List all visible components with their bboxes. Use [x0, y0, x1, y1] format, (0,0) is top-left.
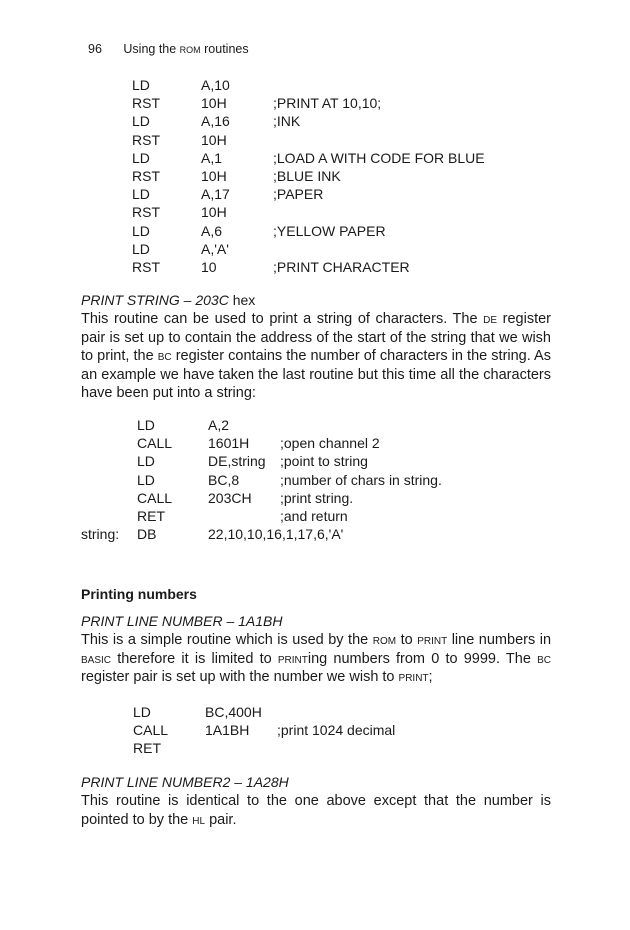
- code-comment: ;and return: [280, 507, 348, 524]
- code-op: RST: [132, 95, 160, 112]
- code-comment: ;INK: [273, 113, 301, 130]
- print-string-paragraph: This routine can be used to print a string of characters. The de register pair is set up to contain the address of the start of the string that we wish to print, the bc register contains the number of characters in the string. As an example we have taken the last routine but this time all the characters have been put into a string:: [81, 311, 551, 401]
- code-line: [132, 203, 552, 221]
- code-label: string:: [81, 526, 120, 543]
- print-string-heading: PRINT STRING – 203C hex: [81, 292, 256, 308]
- code-op: LD: [132, 240, 150, 257]
- code-comment: ;LOAD A WITH CODE FOR BLUE: [273, 149, 485, 166]
- code-arg: BC,8: [208, 471, 240, 488]
- code-op: CALL: [133, 722, 169, 739]
- code-arg: 22,10,10,16,1,17,6,'A': [208, 526, 344, 543]
- page-number: 96: [88, 42, 102, 56]
- code-line: [132, 131, 552, 149]
- code-arg: 10: [201, 258, 217, 275]
- code-comment: ;open channel 2: [280, 435, 380, 452]
- code-op: RST: [132, 131, 160, 148]
- code-line: [81, 525, 561, 543]
- code-op: LD: [137, 417, 155, 433]
- code-op: CALL: [137, 435, 173, 452]
- code-arg: 10H: [201, 131, 227, 148]
- code-arg: 10H: [201, 204, 227, 221]
- code-line: [81, 507, 561, 525]
- code-op: LD: [132, 186, 150, 203]
- code-line: [133, 739, 533, 757]
- code-arg: A,16: [201, 113, 230, 130]
- code-listing-2: [81, 416, 561, 543]
- code-arg: A,6: [201, 222, 223, 239]
- code-arg: A,10: [201, 77, 230, 93]
- code-op: LD: [132, 113, 150, 130]
- code-op: DB: [137, 526, 157, 543]
- code-line: [132, 240, 552, 258]
- code-op: RET: [133, 740, 161, 757]
- code-line: [132, 167, 552, 185]
- code-line: [81, 416, 561, 434]
- code-comment: ;PAPER: [273, 186, 324, 203]
- code-op: LD: [132, 149, 150, 166]
- code-listing-1: [132, 76, 552, 276]
- code-comment: ;print 1024 decimal: [277, 722, 396, 739]
- code-op: LD: [132, 222, 150, 239]
- code-line: [132, 185, 552, 203]
- code-comment: ;PRINT AT 10,10;: [273, 95, 382, 112]
- code-op: CALL: [137, 489, 173, 506]
- code-arg: 10H: [201, 95, 227, 112]
- code-arg: 1A1BH: [205, 722, 250, 739]
- printing-numbers-heading: Printing numbers: [81, 586, 197, 602]
- code-op: RST: [132, 167, 160, 184]
- code-arg: DE,string: [208, 453, 266, 470]
- print-line-number-heading: PRINT LINE NUMBER – 1A1BH: [81, 613, 283, 629]
- code-line: [132, 222, 552, 240]
- code-arg: A,2: [208, 417, 230, 433]
- code-line: [132, 112, 552, 130]
- code-arg: 203CH: [208, 489, 252, 506]
- code-comment: ;number of chars in string.: [280, 471, 442, 488]
- code-line: [81, 489, 561, 507]
- code-op: RST: [132, 258, 160, 275]
- code-line: [132, 149, 552, 167]
- code-line: [132, 76, 552, 94]
- code-line: [133, 703, 533, 721]
- code-comment: ;print string.: [280, 489, 354, 506]
- code-comment: ;PRINT CHARACTER: [273, 258, 410, 275]
- print-line-number2-heading: PRINT LINE NUMBER2 – 1A28H: [81, 774, 289, 790]
- page-header: [88, 42, 249, 56]
- code-line: [81, 452, 561, 470]
- code-op: LD: [137, 453, 155, 470]
- code-comment: ;BLUE INK: [273, 167, 341, 184]
- code-op: RST: [132, 204, 160, 221]
- running-title: Using the rom routines: [123, 42, 249, 56]
- code-op: LD: [133, 704, 151, 720]
- code-arg: 10H: [201, 167, 227, 184]
- code-arg: A,'A': [201, 240, 229, 257]
- code-op: LD: [132, 77, 150, 93]
- code-line: [133, 721, 533, 739]
- code-line: [81, 471, 561, 489]
- code-line: [81, 434, 561, 452]
- code-op: RET: [137, 507, 165, 524]
- code-comment: ;point to string: [280, 453, 368, 470]
- code-comment: ;YELLOW PAPER: [273, 222, 386, 239]
- code-arg: A,17: [201, 186, 230, 203]
- code-arg: A,1: [201, 149, 223, 166]
- code-arg: 1601H: [208, 435, 250, 452]
- code-line: [132, 94, 552, 112]
- code-arg: BC,400H: [205, 704, 262, 720]
- code-line: [132, 258, 552, 276]
- print-line-number-paragraph: This is a simple routine which is used by the rom to print line numbers in basic therefore it is limited to printing numbers from 0 to 9999. The bc register pair is set up with the number we wish to print;: [81, 632, 552, 685]
- code-listing-3: [133, 703, 533, 758]
- print-line-number2-paragraph: This routine is identical to the one above except that the number is pointed to by the hl pair.: [81, 793, 551, 828]
- code-op: LD: [137, 471, 155, 488]
